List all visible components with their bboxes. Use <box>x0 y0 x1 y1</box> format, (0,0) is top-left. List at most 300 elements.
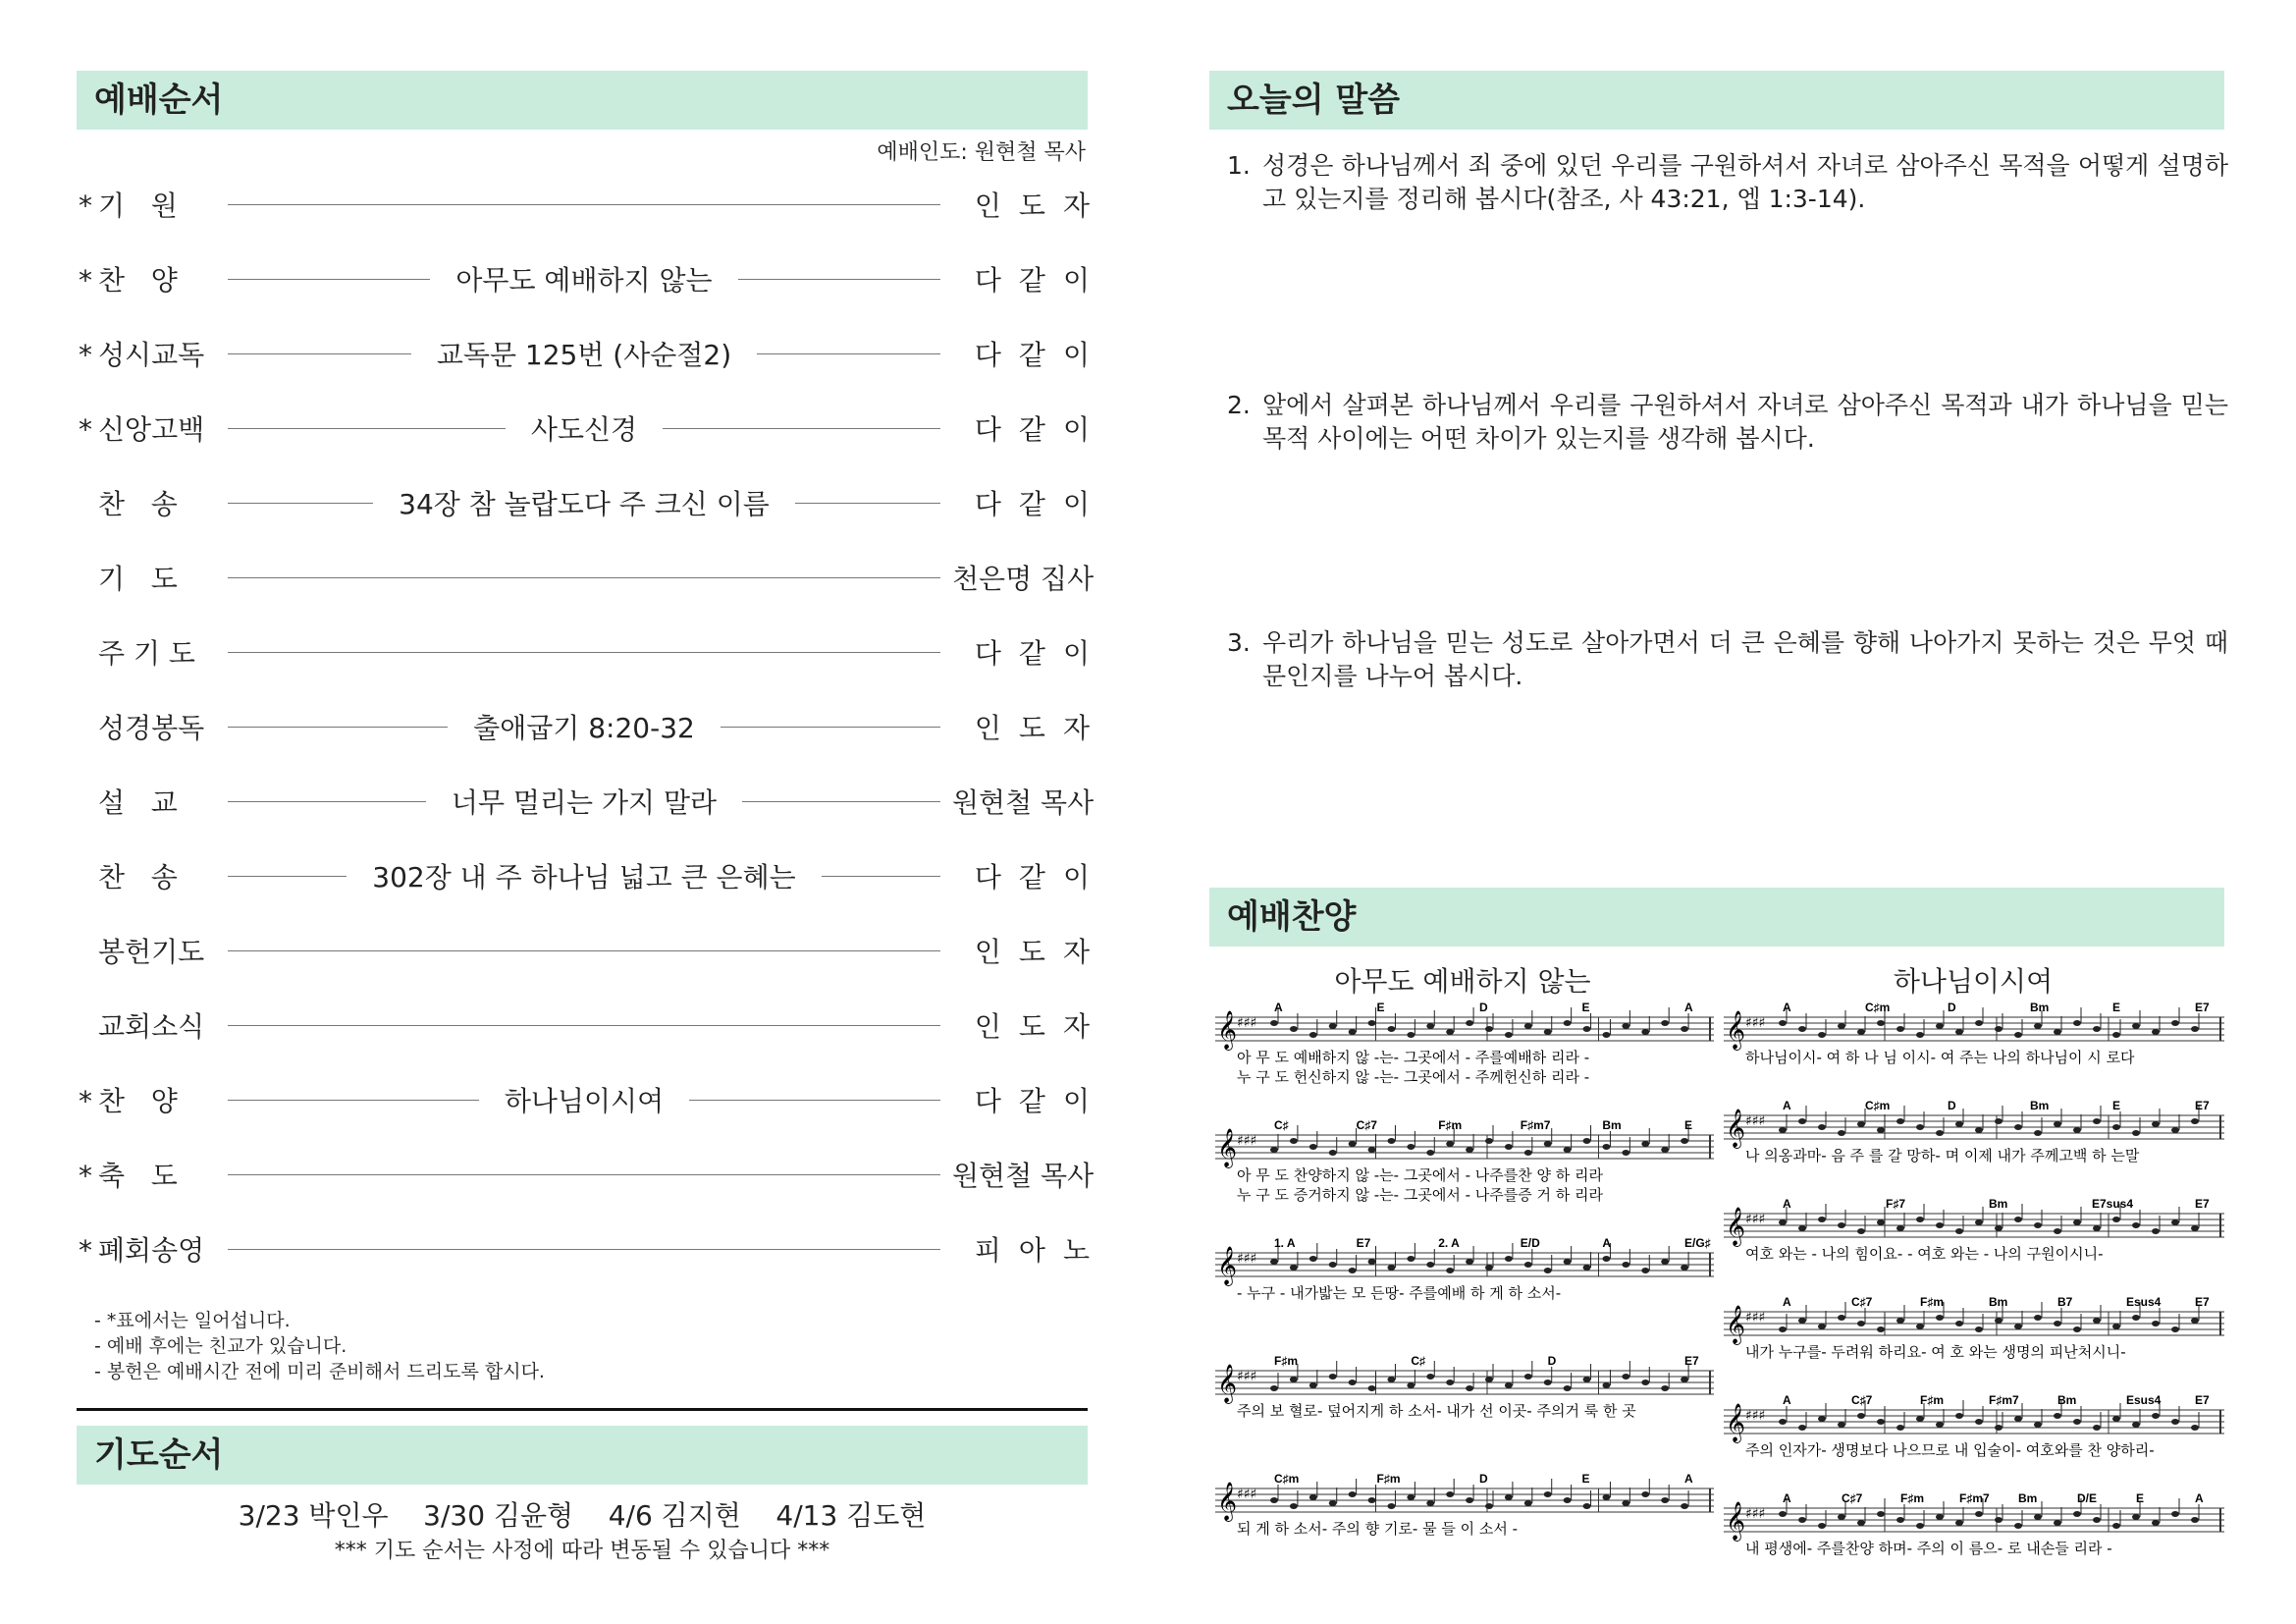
note-head <box>1602 1382 1610 1388</box>
lyric-line: 내 평생에- 주를찬양 하며- 주의 이 름으- 로 내손들 리라 - <box>1745 1540 2112 1557</box>
note-head <box>1387 1138 1395 1144</box>
note-head <box>1466 1147 1473 1153</box>
note-head <box>2073 1419 2081 1425</box>
note-line: - 예배 후에는 친교가 있습니다. <box>94 1335 347 1357</box>
note-head <box>1309 1382 1317 1388</box>
chord-symbol: C♯m <box>1865 1001 1891 1014</box>
order-item-responsible: 다같이 <box>974 339 1107 371</box>
note-head <box>1387 1265 1395 1271</box>
order-item-name: 성경봉독 <box>98 712 205 744</box>
order-row <box>79 483 1107 522</box>
note-head <box>1387 1377 1395 1382</box>
chord-symbol: A <box>1783 1099 1791 1112</box>
sharp-icon: ♯♯♯ <box>1237 1015 1257 1031</box>
note-head <box>2034 1315 2042 1321</box>
order-item-label <box>79 1229 204 1269</box>
note-head <box>1564 1020 1572 1026</box>
note-head <box>1818 1523 1826 1529</box>
note-head <box>1505 1382 1513 1388</box>
note-head <box>2054 1520 2061 1526</box>
order-item-desc-text: 34장 참 놀랍도다 주 크신 이름 <box>373 488 795 520</box>
question-item <box>1227 626 2228 693</box>
note-head <box>1426 1262 1434 1268</box>
sharp-icon: ♯♯♯ <box>1745 1506 1766 1522</box>
note-head <box>2112 1523 2120 1529</box>
note-head <box>1466 1497 1473 1503</box>
note-head <box>1818 1032 1826 1038</box>
note-head <box>1955 1228 1963 1234</box>
note-head <box>1270 1147 1278 1153</box>
note-head <box>2112 1217 2120 1222</box>
note-head <box>1583 1138 1591 1144</box>
note-head <box>1661 1385 1669 1391</box>
note-head <box>1290 1377 1298 1382</box>
chord-symbol: F♯m <box>1920 1295 1944 1309</box>
order-row <box>79 185 1107 224</box>
note-head <box>2093 1118 2101 1124</box>
note-head <box>1798 1318 1806 1324</box>
order-item-name: 축 도 <box>98 1160 178 1192</box>
note-head <box>1681 1026 1688 1032</box>
leader-line <box>228 1249 940 1250</box>
prayer-note: *** 기도 순서는 사정에 따라 변동될 수 있습니다 *** <box>334 1539 830 1563</box>
chord-symbol: F♯m <box>1274 1354 1298 1368</box>
note-head <box>1466 1259 1473 1265</box>
chord-symbol: Bm <box>2030 1001 2050 1014</box>
order-item-label <box>79 1005 204 1045</box>
note-head <box>1387 1026 1395 1032</box>
note-head <box>1368 1147 1376 1153</box>
lyric-line: 하나님이시- 여 하 나 님 이시- 여 주는 나의 하나님이 시 로다 <box>1745 1049 2135 1066</box>
note-head <box>1779 1020 1787 1026</box>
order-item-name: 교회소식 <box>98 1010 205 1043</box>
note-head <box>2073 1127 2081 1133</box>
note-head <box>1368 1497 1376 1503</box>
leader-line <box>228 652 940 653</box>
order-item-label <box>79 782 178 821</box>
note-line: - *표에서는 일어섭니다. <box>94 1310 291 1331</box>
note-head <box>2093 1225 2101 1231</box>
order-item-responsible: 인도자 <box>974 1010 1107 1043</box>
note-head <box>1818 1416 1826 1422</box>
note-head <box>1524 1023 1532 1029</box>
leader-line <box>228 577 940 578</box>
chord-symbol: E7 <box>2195 1197 2210 1211</box>
note-head <box>1779 1326 1787 1332</box>
chord-symbol: A <box>1783 1491 1791 1505</box>
note-head <box>1290 1138 1298 1144</box>
note-head <box>2054 1029 2061 1035</box>
note-head <box>1896 1225 1904 1231</box>
order-item-desc <box>228 856 940 895</box>
music-system <box>1724 1197 2224 1263</box>
order-item-label <box>79 1080 178 1119</box>
note-head <box>2054 1321 2061 1326</box>
note-head <box>1681 1138 1688 1144</box>
lyric-line: 내가 누구를- 두려워 하리요- 여 호 와는 생명의 피난처시니- <box>1745 1343 2126 1361</box>
chord-symbol: Bm <box>2030 1099 2050 1112</box>
leader-line <box>228 950 940 951</box>
order-row <box>79 558 1095 597</box>
note-head <box>1877 1020 1885 1026</box>
stand-mark: * <box>79 413 92 446</box>
note-head <box>1309 1494 1317 1500</box>
note-head <box>2132 1422 2140 1428</box>
note-head <box>1446 1141 1454 1147</box>
leader-line <box>228 1174 940 1175</box>
note-head <box>1270 1385 1278 1391</box>
lyric-line: - 누구 - 내가밟는 모 든땅- 주를예배 하 게 하 소서- <box>1237 1284 1562 1302</box>
question-number: 2. <box>1227 391 1251 419</box>
sharp-icon: ♯♯♯ <box>1745 1310 1766 1326</box>
note-head <box>2171 1020 2179 1026</box>
chord-symbol: Bm <box>2057 1393 2077 1407</box>
order-item-responsible: 피아노 <box>974 1234 1107 1267</box>
note-head <box>1975 1020 1983 1026</box>
note-head <box>1583 1265 1591 1271</box>
treble-clef-icon: 𝄞 <box>1217 1128 1238 1167</box>
order-item-desc <box>228 1080 940 1119</box>
lyric-line: 아 무 도 찬양하지 않 -는- 그곳에서 - 나주를찬 양 하 리라 <box>1237 1166 1603 1184</box>
order-row <box>79 931 1107 970</box>
note-head <box>1426 1150 1434 1156</box>
order-item-responsible: 다같이 <box>974 488 1107 520</box>
lyric-line: 주의 보 혈로- 덮어지게 하 소서- 내가 선 이곳- 주의거 룩 한 곳 <box>1237 1402 1636 1420</box>
note-head <box>1564 1259 1572 1265</box>
chord-symbol: F♯m7 <box>1989 1393 2019 1407</box>
note-head <box>1524 1262 1532 1268</box>
sharp-icon: ♯♯♯ <box>1745 1015 1766 1031</box>
order-item-desc <box>228 782 940 821</box>
note-head <box>1955 1121 1963 1127</box>
note-head <box>2132 1023 2140 1029</box>
praise-header <box>1209 888 2224 947</box>
chord-symbol: F♯7 <box>1886 1197 1906 1211</box>
order-row <box>79 259 1107 298</box>
chord-symbol: F♯m7 <box>1959 1491 1990 1505</box>
note-head <box>1916 1416 1924 1422</box>
note-head <box>1857 1029 1865 1035</box>
note-head <box>1877 1127 1885 1133</box>
note-head <box>1798 1425 1806 1431</box>
note-head <box>1916 1324 1924 1329</box>
music-system <box>1724 1099 2224 1164</box>
note-head <box>1544 1491 1552 1497</box>
question-text: 성경은 하나님께서 죄 중에 있던 우리를 구원하셔서 자녀로 삼아주신 목적을 어떻게 설명하고 있는지를 정리해 봅시다(참조, 사 43:21, 엡 1:3-14). <box>1262 151 2228 213</box>
treble-clef-icon: 𝄞 <box>1217 1482 1238 1521</box>
leader-note: 예배인도: 원현철 목사 <box>877 140 1086 165</box>
note-head <box>1564 1147 1572 1153</box>
note-head <box>2171 1511 2179 1517</box>
treble-clef-icon: 𝄞 <box>1726 1010 1746 1050</box>
order-item-responsible: 인도자 <box>974 712 1107 744</box>
stand-mark: * <box>79 1085 92 1117</box>
note-head <box>1641 1491 1649 1497</box>
note-head <box>1818 1324 1826 1329</box>
question-text: 우리가 하나님을 믿는 성도로 살아가면서 더 큰 은혜를 향해 나아가지 못하는 것은 무엇 때문인지를 나누어 봅시다. <box>1262 628 2228 690</box>
note-head <box>1485 1026 1493 1032</box>
note-head <box>2112 1416 2120 1422</box>
chord-symbol: E <box>1376 1001 1385 1014</box>
chord-symbol: A <box>2195 1491 2204 1505</box>
music-system <box>1724 1295 2224 1361</box>
lyric-line: 되 게 하 소서- 주의 향 기로- 물 들 이 소서 - <box>1237 1520 1519 1538</box>
note-head <box>1524 1500 1532 1506</box>
note-head <box>1368 1259 1376 1265</box>
chord-symbol: C♯ <box>1411 1354 1426 1368</box>
order-item-name: 찬 송 <box>98 488 178 520</box>
order-item-desc-text: 교독문 125번 (사순절2) <box>411 339 757 371</box>
chord-symbol: E7sus4 <box>2092 1197 2134 1211</box>
treble-clef-icon: 𝄞 <box>1217 1246 1238 1285</box>
note-head <box>1896 1425 1904 1431</box>
note-head <box>2093 1517 2101 1523</box>
note-head <box>1995 1517 2002 1523</box>
note-head <box>1641 1268 1649 1273</box>
note-head <box>2171 1326 2179 1332</box>
note-head <box>1349 1491 1357 1497</box>
note-head <box>1798 1517 1806 1523</box>
chord-symbol: C♯7 <box>1356 1118 1377 1132</box>
sheet-music-2 <box>1724 996 2224 1585</box>
note-head <box>1779 1219 1787 1225</box>
note-head <box>1916 1523 1924 1529</box>
note-head <box>1368 1385 1376 1391</box>
note-head <box>2034 1514 2042 1520</box>
note-head <box>2054 1121 2061 1127</box>
order-item-label <box>79 856 178 895</box>
note-head <box>1995 1425 2002 1431</box>
note-head <box>1466 1385 1473 1391</box>
note-head <box>1426 1500 1434 1506</box>
note-head <box>1505 1494 1513 1500</box>
note-head <box>1779 1419 1787 1425</box>
music-system <box>1724 1001 2224 1066</box>
note-head <box>1936 1315 1944 1321</box>
note-head <box>1838 1222 1845 1228</box>
chord-symbol: F♯m <box>1900 1491 1924 1505</box>
chord-symbol: B7 <box>2057 1295 2073 1309</box>
chord-symbol: Esus4 <box>2126 1295 2162 1309</box>
note-head <box>1857 1121 1865 1127</box>
music-system <box>1215 1118 1714 1204</box>
note-head <box>1485 1265 1493 1271</box>
sharp-icon: ♯♯♯ <box>1237 1369 1257 1384</box>
chord-symbol: D <box>1948 1001 1956 1014</box>
lyric-line: 여호 와는 - 나의 힘이요- - 여호 와는 - 나의 구원이시니- <box>1745 1245 2104 1263</box>
note-head <box>2152 1520 2160 1526</box>
note-head <box>1896 1026 1904 1032</box>
music-system <box>1215 1001 1714 1086</box>
sharp-icon: ♯♯♯ <box>1745 1408 1766 1424</box>
note-head <box>1877 1511 1885 1517</box>
chord-symbol: D <box>1948 1099 1956 1112</box>
note-head <box>1936 1130 1944 1136</box>
note-head <box>1877 1419 1885 1425</box>
note-head <box>1955 1520 1963 1526</box>
note-head <box>1877 1219 1885 1225</box>
sermon-header <box>1209 71 2224 130</box>
stand-mark: * <box>79 1160 92 1192</box>
note-head <box>1936 1023 1944 1029</box>
note-head <box>2132 1222 2140 1228</box>
question-item <box>1227 149 2228 216</box>
note-head <box>1661 1147 1669 1153</box>
note-head <box>1896 1118 1904 1124</box>
note-head <box>1896 1517 1904 1523</box>
note-head <box>1544 1141 1552 1147</box>
order-title: 예배순서 <box>94 81 224 120</box>
note-head <box>1779 1511 1787 1517</box>
sheet-music-1 <box>1215 996 1714 1585</box>
note-head <box>1975 1219 1983 1225</box>
order-item-desc <box>228 483 940 522</box>
note-head <box>2191 1517 2199 1523</box>
order-item-desc-text: 사도신경 <box>506 413 663 446</box>
note-head <box>1505 1032 1513 1038</box>
note-head <box>1446 1268 1454 1273</box>
sharp-icon: ♯♯♯ <box>1745 1113 1766 1129</box>
treble-clef-icon: 𝄞 <box>1726 1207 1746 1246</box>
note-head <box>1329 1262 1337 1268</box>
note-head <box>1818 1124 1826 1130</box>
note-head <box>2014 1324 2022 1329</box>
note-head <box>1270 1020 1278 1026</box>
note-head <box>1349 1141 1357 1147</box>
song-title: 아무도 예배하지 않는 <box>1334 965 1591 998</box>
order-item-responsible: 다같이 <box>974 264 1107 297</box>
music-system <box>1215 1472 1714 1538</box>
note-head <box>1641 1141 1649 1147</box>
chord-symbol: E7 <box>1356 1236 1371 1250</box>
note-head <box>1349 1029 1357 1035</box>
chord-symbol: Esus4 <box>2126 1393 2162 1407</box>
note-head <box>1995 1318 2002 1324</box>
order-row <box>79 1229 1107 1269</box>
note-head <box>2191 1118 2199 1124</box>
note-head <box>2014 1217 2022 1222</box>
chord-symbol: D <box>1479 1001 1488 1014</box>
note-head <box>1505 1144 1513 1150</box>
note-head <box>1818 1217 1826 1222</box>
order-row <box>79 1005 1107 1045</box>
chord-symbol: E <box>2112 1001 2121 1014</box>
order-item-label <box>79 1155 178 1194</box>
music-system <box>1724 1393 2224 1459</box>
order-row <box>79 782 1095 821</box>
stand-mark: * <box>79 1234 92 1267</box>
note-head <box>1681 1377 1688 1382</box>
note-head <box>2191 1425 2199 1431</box>
chord-symbol: E7 <box>2195 1393 2210 1407</box>
order-item-name: 찬 송 <box>98 861 178 893</box>
note-head <box>1661 1259 1669 1265</box>
order-item-desc <box>228 707 940 746</box>
note-head <box>1329 1150 1337 1156</box>
order-row <box>79 856 1107 895</box>
note-head <box>1407 1256 1415 1262</box>
chord-symbol: E <box>1581 1001 1590 1014</box>
chord-symbol: A <box>1274 1001 1283 1014</box>
chord-symbol: C♯ <box>1274 1118 1289 1132</box>
note-head <box>1857 1228 1865 1234</box>
note-head <box>1838 1023 1845 1029</box>
order-item-label <box>79 558 178 597</box>
note-head <box>1681 1503 1688 1509</box>
note-head <box>1916 1217 1924 1222</box>
sharp-icon: ♯♯♯ <box>1237 1133 1257 1149</box>
order-item-desc-text: 너무 멀리는 가지 말라 <box>426 786 742 819</box>
chord-symbol: D <box>1547 1354 1557 1368</box>
order-header <box>77 71 1088 130</box>
note-head <box>2073 1219 2081 1225</box>
chord-symbol: A <box>1602 1236 1612 1250</box>
note-head <box>1857 1321 1865 1326</box>
order-item-responsible: 다같이 <box>974 861 1107 893</box>
note-head <box>1544 1029 1552 1035</box>
note-head <box>1955 1029 1963 1035</box>
note-head <box>1779 1127 1787 1133</box>
note-head <box>1857 1413 1865 1419</box>
order-row <box>79 707 1107 746</box>
chord-symbol: A <box>1783 1001 1791 1014</box>
chord-symbol: 1. A <box>1274 1236 1296 1250</box>
stand-mark: * <box>79 189 92 222</box>
order-item-desc <box>228 259 940 298</box>
chord-symbol: 2. A <box>1438 1236 1460 1250</box>
note-head <box>1602 1144 1610 1150</box>
note-head <box>2112 1032 2120 1038</box>
order-item-desc-text: 하나님이시여 <box>479 1085 689 1117</box>
order-item-responsible: 원현철 목사 <box>952 1160 1095 1192</box>
note-head <box>1936 1222 1944 1228</box>
note-head <box>1329 1374 1337 1380</box>
chord-symbol: A <box>1684 1001 1693 1014</box>
chord-symbol: C♯7 <box>1842 1491 1863 1505</box>
note-head <box>1309 1144 1317 1150</box>
note-head <box>2152 1321 2160 1326</box>
order-item-name: 폐회송영 <box>98 1234 205 1267</box>
chord-symbol: E7 <box>2195 1099 2210 1112</box>
note-head <box>1622 1374 1629 1380</box>
chord-symbol: E7 <box>1684 1354 1699 1368</box>
lyric-line: 아 무 도 예배하지 않 -는- 그곳에서 - 주를예배하 리라 - <box>1237 1049 1590 1066</box>
chord-symbol: F♯m <box>1920 1393 1944 1407</box>
note-head <box>1583 1503 1591 1509</box>
music-system <box>1215 1354 1714 1420</box>
treble-clef-icon: 𝄞 <box>1726 1403 1746 1442</box>
note-head <box>1407 1032 1415 1038</box>
order-row <box>79 1155 1095 1194</box>
note-head <box>2112 1324 2120 1329</box>
note-head <box>2191 1225 2199 1231</box>
order-row <box>79 408 1107 448</box>
order-item-responsible: 원현철 목사 <box>952 786 1095 819</box>
note-head <box>2171 1127 2179 1133</box>
note-head <box>1583 1026 1591 1032</box>
chord-symbol: E <box>2136 1491 2145 1505</box>
order-item-desc-text: 출애굽기 8:20-32 <box>448 712 721 744</box>
chord-symbol: A <box>1684 1472 1693 1486</box>
stand-mark: * <box>79 339 92 371</box>
leader-line <box>228 1025 940 1026</box>
note-head <box>1877 1326 1885 1332</box>
note-head <box>1309 1032 1317 1038</box>
note-head <box>2073 1511 2081 1517</box>
note-head <box>2014 1032 2022 1038</box>
order-item-label <box>79 259 178 298</box>
treble-clef-icon: 𝄞 <box>1217 1364 1238 1403</box>
